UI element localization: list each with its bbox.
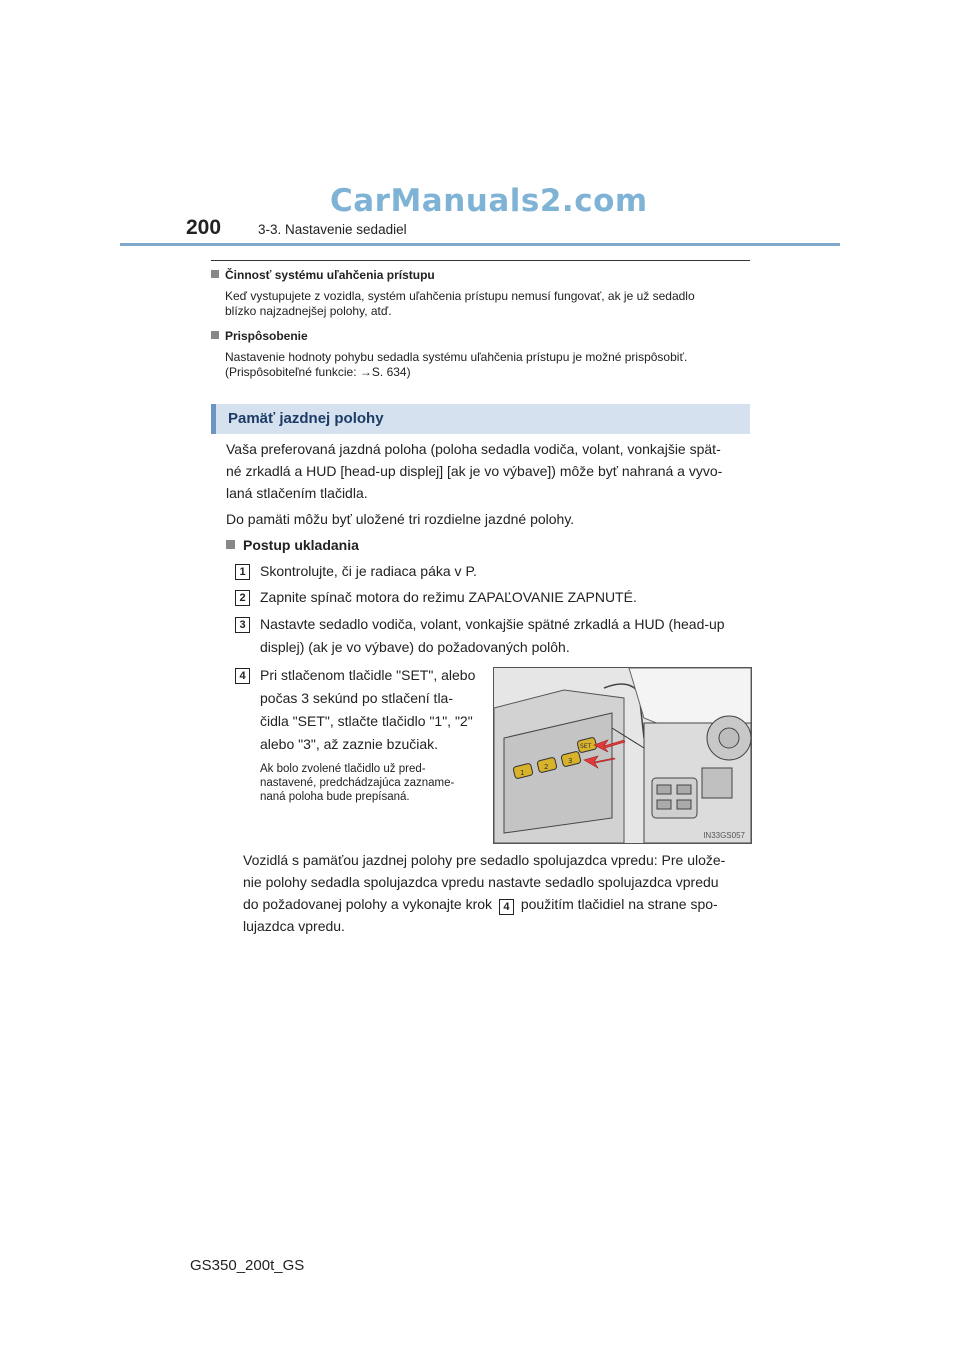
- door-panel-illustration: [494, 668, 751, 843]
- bullet-square-icon: [211, 331, 219, 339]
- memory-buttons-figure: [493, 667, 752, 844]
- button-label-1: 1: [520, 769, 525, 777]
- watermark-logo: CarManuals2.com: [330, 183, 648, 219]
- figure-code: IN33GS057: [703, 831, 745, 840]
- step-text-3: Nastavte sedadlo vodiča, volant, vonkajšie spätné zrkadlá a HUD (head-up displej) (ak je vo výbave) do požadovaných polôh.: [260, 616, 725, 655]
- section-title: 3-3. Nastavenie sedadiel: [258, 222, 407, 237]
- page-number: 200: [186, 216, 222, 239]
- note-heading-access: Činnosť systému uľahčenia prístupu: [211, 268, 435, 282]
- button-label-set: SET: [580, 743, 592, 750]
- step-number-2: 2: [235, 590, 250, 606]
- button-label-2: 2: [544, 763, 549, 771]
- divider: [211, 260, 750, 261]
- passenger-paragraph: Vozidlá s pamäťou jazdnej polohy pre sedadlo spolujazdca vpredu: Pre ulože- nie polohy sedadla spolujazdca vpredu nastavte sedadlo spolujazdca vpredu do požadovanej polohy a vykonajte krok 4 použitím tlačidiel na strane spo- lujazdca vpredu.: [243, 852, 726, 934]
- footer-model-code: GS350_200t_GS: [190, 1257, 305, 1274]
- step-number-4: 4: [235, 668, 250, 684]
- section-heading: Pamäť jazdnej polohy: [228, 410, 384, 427]
- bullet-square-icon: [211, 270, 219, 278]
- step-number-3: 3: [235, 617, 250, 633]
- header-rule: [120, 243, 840, 246]
- intro-line-2: Do pamäti môžu byť uložené tri rozdielne jazdné polohy.: [226, 511, 575, 527]
- note-text-access: Keď vystupujete z vozidla, systém uľahčenia prístupu nemusí fungovať, ak je už sedadlo blízko najzadnejšej polohy, atď.: [225, 289, 695, 318]
- step-text-4: Pri stlačenom tlačidle "SET", alebo počas 3 sekúnd po stlačení tla- čidla "SET", stlačte tlačidlo "1", "2" alebo "3", až zaznie bzučiak.: [260, 667, 476, 752]
- button-label-3: 3: [568, 757, 573, 765]
- intro-paragraph: Vaša preferovaná jazdná poloha (poloha sedadla vodiča, volant, vonkajšie spät- né zrkadlá a HUD [head-up displej] [ak je vo výbave]) môže byť nahraná a vyvo- laná stlačením tlačidla.: [226, 441, 723, 501]
- step-4-note: Ak bolo zvolené tlačidlo už pred- nastavené, predchádzajúca zazname- naná poloha bude prepísaná.: [260, 763, 455, 803]
- step-number-1: 1: [235, 564, 250, 580]
- step-ref-4: 4: [499, 899, 514, 915]
- step-text-2: Zapnite spínač motora do režimu ZAPAĽOVANIE ZAPNUTÉ.: [260, 589, 637, 605]
- procedure-heading: Postup ukladania: [226, 537, 359, 553]
- bullet-square-icon: [226, 540, 235, 549]
- section-heading-box: [211, 404, 750, 434]
- step-text-1: Skontrolujte, či je radiaca páka v P.: [260, 563, 477, 579]
- note-heading-customization: Prispôsobenie: [211, 329, 308, 343]
- note-text-customization: Nastavenie hodnoty pohybu sedadla systému uľahčenia prístupu je možné prispôsobiť. (Prispôsobiteľné funkcie: →S. 634): [225, 350, 688, 379]
